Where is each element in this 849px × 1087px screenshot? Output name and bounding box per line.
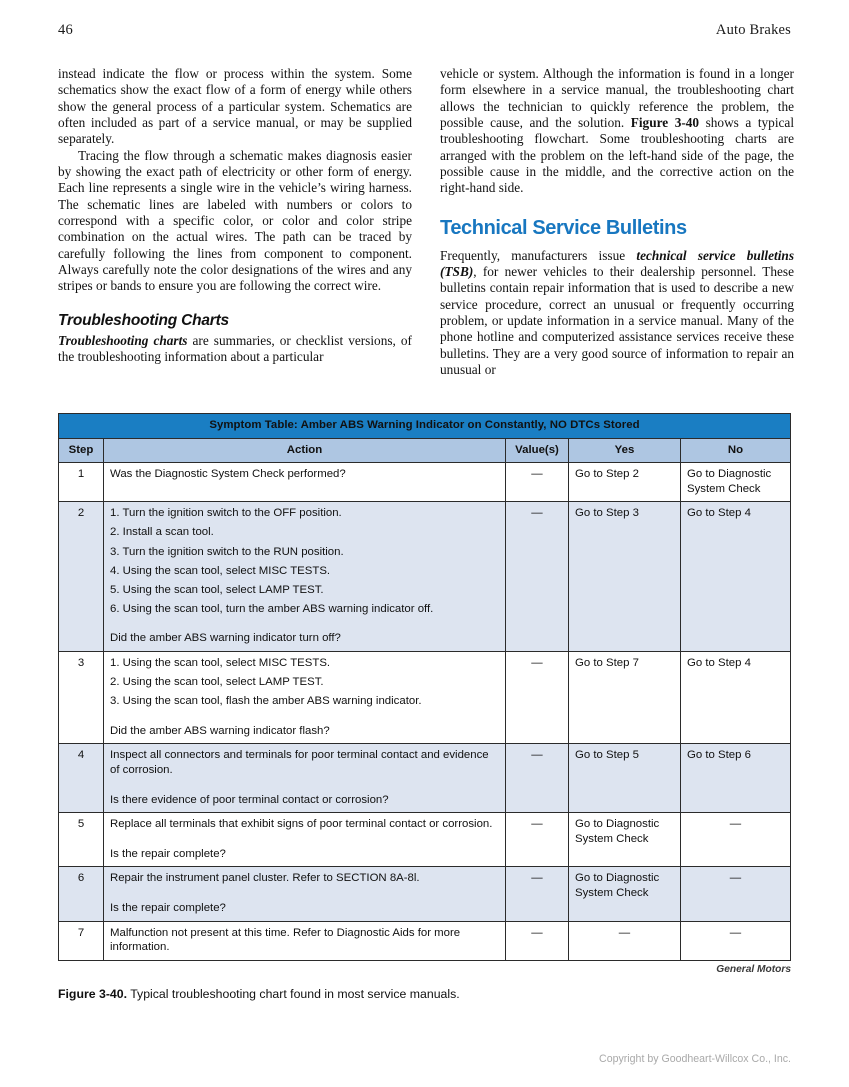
heading-technical-service-bulletins: Technical Service Bulletins (440, 216, 687, 239)
paragraph (440, 66, 794, 197)
copyright-notice: Copyright by Goodheart-Willcox Co., Inc. (599, 1053, 791, 1065)
column-header-step: Step (59, 438, 104, 463)
cell-value: — (506, 652, 569, 744)
table-row (59, 502, 791, 652)
right-column (440, 66, 794, 379)
action-text: Malfunction not present at this time. Refer to Diagnostic Aids for more information. (110, 926, 461, 954)
table-row (59, 921, 791, 960)
cell-step: 3 (59, 652, 104, 744)
cell-step: 4 (59, 744, 104, 813)
action-step-item: 3. Turn the ignition switch to the RUN position. (110, 545, 344, 558)
running-head (58, 22, 791, 40)
action-text: Repair the instrument panel cluster. Refer to SECTION 8A-8l. (110, 872, 420, 885)
symptom-table (58, 413, 791, 961)
paragraph-text: , for newer vehicles to their dealership personnel. These bulletins contain repair information that is used to describe a new service procedure, correct an unusual or frequently occurring problem, or update information in a service manual. Many of the phone hotline and computerized assistance services receive these bulletins. They are a very good source of information to repair an unusual or (440, 264, 794, 378)
cell-no: — (681, 921, 791, 960)
action-question: Is the repair complete? (110, 847, 226, 860)
cell-action (104, 502, 506, 652)
cell-value: — (506, 463, 569, 502)
table-row (59, 652, 791, 744)
cell-action (104, 744, 506, 813)
action-step-item: 1. Turn the ignition switch to the OFF position. (110, 507, 342, 520)
cell-no: Go to Step 6 (681, 744, 791, 813)
cell-no: — (681, 867, 791, 921)
cell-no: Go to Step 4 (681, 502, 791, 652)
action-question: Is the repair complete? (110, 901, 226, 914)
figure-reference: Figure 3-40 (630, 115, 700, 131)
term-technical-service-bulletins: technical service bulletins (TSB) (440, 247, 794, 280)
table-row (59, 867, 791, 921)
action-question: Did the amber ABS warning indicator flash? (110, 724, 330, 737)
cell-action (104, 463, 506, 502)
figure-3-40 (58, 413, 791, 1002)
table-title-row (59, 414, 791, 439)
column-header-no: No (681, 438, 791, 463)
cell-value: — (506, 867, 569, 921)
left-column (58, 66, 412, 379)
cell-action (104, 921, 506, 960)
action-step-item: 3. Using the scan tool, flash the amber ABS warning indicator. (110, 695, 422, 708)
cell-yes: Go to Diagnostic System Check (569, 813, 681, 867)
table-row (59, 813, 791, 867)
term-troubleshooting-charts: Troubleshooting charts (58, 332, 188, 348)
cell-yes: Go to Diagnostic System Check (569, 867, 681, 921)
paragraph (58, 333, 412, 366)
cell-yes: Go to Step 3 (569, 502, 681, 652)
column-header-action: Action (104, 438, 506, 463)
action-text: Was the Diagnostic System Check performed? (110, 468, 346, 481)
action-step-list (110, 656, 499, 709)
table-title: Symptom Table: Amber ABS Warning Indicator on Constantly, NO DTCs Stored (59, 414, 791, 439)
paragraph-text: shows a typical troubleshooting flowchart. Some troubleshooting charts are arranged with the problem on the left-hand side of the page, the possible cause in the middle, and the corrective action on the right-hand side. (440, 115, 795, 196)
cell-step: 2 (59, 502, 104, 652)
action-question: Did the amber ABS warning indicator turn off? (110, 632, 341, 645)
book-title: Auto Brakes (715, 22, 791, 38)
column-header-values: Value(s) (506, 438, 569, 463)
body-columns (58, 66, 794, 379)
figure-caption (58, 987, 791, 1002)
cell-step: 1 (59, 463, 104, 502)
action-step-item: 6. Using the scan tool, turn the amber ABS warning indicator off. (110, 602, 434, 615)
cell-step: 6 (59, 867, 104, 921)
cell-step: 5 (59, 813, 104, 867)
figure-credit: General Motors (716, 963, 791, 975)
column-header-yes: Yes (569, 438, 681, 463)
paragraph-text: are summaries, or checklist versions, of the troubleshooting information about a particular (58, 332, 412, 365)
cell-no: Go to Diagnostic System Check (681, 463, 791, 502)
cell-action (104, 652, 506, 744)
table-row (59, 744, 791, 813)
action-text: Replace all terminals that exhibit signs of poor terminal contact or corrosion. (110, 818, 493, 831)
cell-action (104, 867, 506, 921)
cell-value: — (506, 813, 569, 867)
page-footer (0, 1053, 791, 1065)
paragraph-text: Frequently, manufacturers issue (440, 247, 637, 263)
action-step-item: 2. Install a scan tool. (110, 526, 214, 539)
action-step-item: 2. Using the scan tool, select LAMP TEST. (110, 676, 324, 689)
action-text: Inspect all connectors and terminals for poor terminal contact and evidence of corrosion. (110, 749, 489, 776)
cell-yes: Go to Step 5 (569, 744, 681, 813)
table-row (59, 463, 791, 502)
subheading-troubleshooting-charts: Troubleshooting Charts (58, 311, 229, 329)
cell-yes: — (569, 921, 681, 960)
figure-caption-label: Figure 3-40. (58, 986, 128, 1001)
action-step-item: 5. Using the scan tool, select LAMP TEST. (110, 583, 324, 596)
cell-no: — (681, 813, 791, 867)
cell-action (104, 813, 506, 867)
cell-no: Go to Step 4 (681, 652, 791, 744)
table-body (59, 463, 791, 961)
paragraph: Tracing the flow through a schematic makes diagnosis easier by showing the exact path of electricity or other form of energy. Each line represents a single wire in the vehicle’s wiring harness. The schematic lines are labeled with numbers or colors to correspond with a specific color, or color and color stripe combination on the actual wires. The path can be traced by carefully following the lines from component to component. Always carefully note the color designations of the wires and any stripes or bands to ensure you are following the correct wire. (58, 147, 412, 294)
paragraph-text: vehicle or system. Although the information is found in a longer form elsewhere in a service manual, the troubleshooting chart allows the technician to quickly reference the problem, the possible cause, and the solution. (440, 66, 794, 131)
table-header-row (59, 438, 791, 463)
action-step-list (110, 506, 499, 616)
action-step-item: 1. Using the scan tool, select MISC TESTS. (110, 657, 331, 670)
cell-value: — (506, 921, 569, 960)
cell-value: — (506, 744, 569, 813)
cell-yes: Go to Step 7 (569, 652, 681, 744)
paragraph (440, 248, 794, 379)
cell-value: — (506, 502, 569, 652)
action-step-item: 4. Using the scan tool, select MISC TESTS. (110, 564, 331, 577)
page-number: 46 (58, 22, 73, 38)
paragraph: instead indicate the flow or process within the system. Some schematics show the exact flow of a form of energy while others show the general process of a particular system. Schematics are often included as part of a service manual, or may be supplied separately. (58, 66, 412, 147)
figure-caption-text: Typical troubleshooting chart found in most service manuals. (127, 986, 460, 1001)
action-question: Is there evidence of poor terminal contact or corrosion? (110, 793, 389, 806)
cell-step: 7 (59, 921, 104, 960)
cell-yes: Go to Step 2 (569, 463, 681, 502)
